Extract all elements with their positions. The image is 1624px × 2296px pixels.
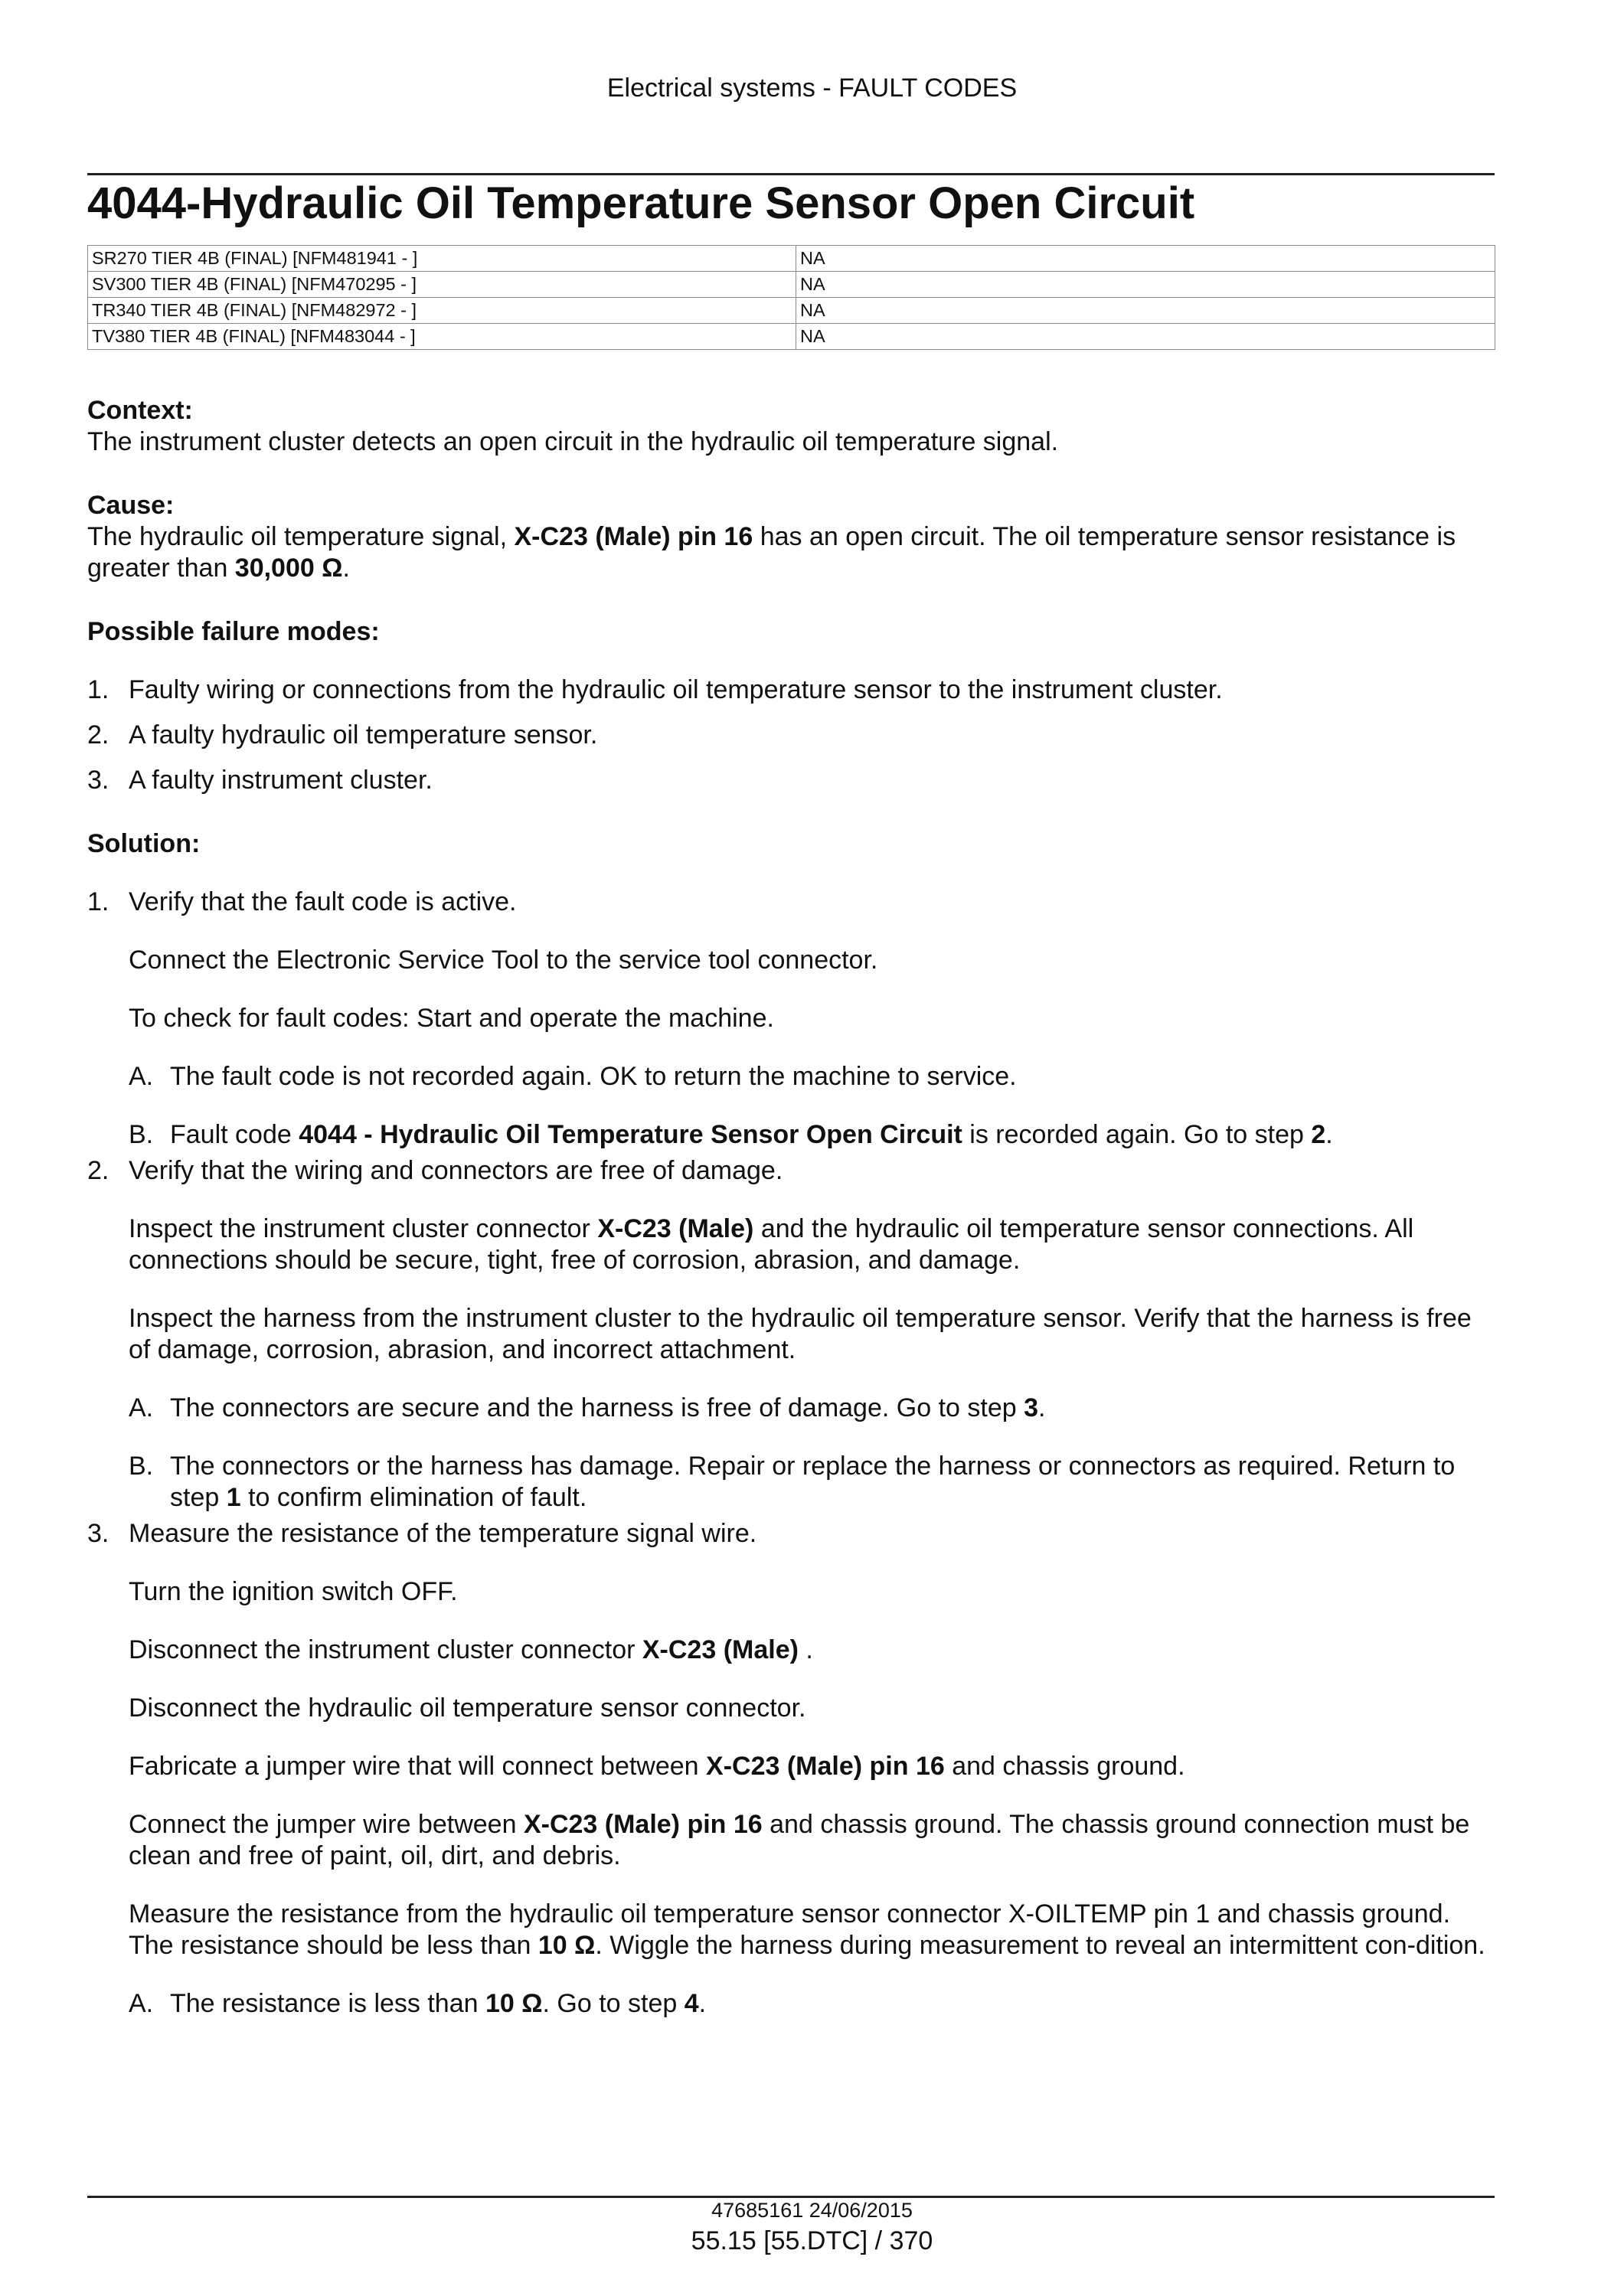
text-run: is recorded again. Go to step — [962, 1120, 1312, 1149]
step-ref: 4 — [684, 1989, 699, 2018]
step-text: Measure the resistance of the temperature signal wire. — [129, 1519, 757, 1548]
step-paragraph: Turn the ignition switch OFF. — [129, 1577, 458, 1606]
step-text: Verify that the fault code is active. — [129, 887, 517, 916]
resistance-value: 10 Ω — [485, 1989, 543, 2018]
step-paragraph: Connect the Electronic Service Tool to the service tool connector. — [129, 946, 878, 975]
text-run: . — [798, 1635, 813, 1664]
step-paragraph — [129, 1809, 1495, 1872]
step-ref: 3 — [1024, 1393, 1038, 1422]
text-run: The resistance is less than — [170, 1989, 485, 2018]
model-cell: TV380 TIER 4B (FINAL) [NFM483044 - ] — [88, 324, 796, 350]
value-cell: NA — [796, 272, 1495, 298]
text-run: and chassis ground. — [944, 1752, 1185, 1781]
option-letter: B. — [129, 1452, 154, 1481]
text-run: Fabricate a jumper wire that will connect between — [129, 1752, 707, 1781]
option-letter: A. — [129, 1393, 154, 1422]
page-title: 4044-Hydraulic Oil Temperature Sensor Open Circuit — [87, 178, 1195, 228]
option-text — [170, 1451, 1495, 1514]
connector-ref: X-C23 (Male) — [597, 1214, 754, 1243]
step-paragraph: To check for fault codes: Start and operate the machine. — [129, 1004, 774, 1033]
table-row — [88, 272, 1495, 298]
step-text: Verify that the wiring and connectors are free of damage. — [129, 1156, 783, 1185]
list-number: 2. — [87, 720, 109, 750]
text-run: Inspect the instrument cluster connector — [129, 1214, 598, 1243]
cause-text — [87, 521, 1495, 584]
step-option — [129, 1393, 1495, 1424]
step-paragraph — [129, 1899, 1495, 1961]
option-text — [170, 1393, 1495, 1424]
solution-heading: Solution: — [87, 829, 201, 858]
table-row — [88, 324, 1495, 350]
text-run: The connectors or the harness has damage. Repair or replace the harness or connectors as required. Return to step — [170, 1452, 1456, 1512]
text-run: Measure the resistance from the hydraulic oil temperature sensor connector X-OILTEMP pin 1 and chassis ground. The resistance should be less than — [129, 1899, 1451, 1960]
model-applicability-table — [87, 245, 1495, 350]
list-number: 3. — [87, 766, 109, 795]
text-run: Disconnect the instrument cluster connector — [129, 1635, 642, 1664]
step-option — [129, 1119, 1495, 1151]
connector-ref: X-C23 (Male) — [642, 1635, 799, 1664]
footer-page-number: 55.15 [55.DTC] / 370 — [691, 2226, 933, 2255]
option-letter: B. — [129, 1120, 154, 1149]
list-item — [87, 674, 1495, 706]
footer-document-id: 47685161 24/06/2015 — [711, 2199, 913, 2222]
model-cell: SR270 TIER 4B (FINAL) [NFM481941 - ] — [88, 246, 796, 272]
list-item — [87, 765, 1495, 796]
document-body — [87, 395, 1495, 2020]
step-number: 1. — [87, 887, 109, 916]
model-cell: SV300 TIER 4B (FINAL) [NFM470295 - ] — [88, 272, 796, 298]
list-text: A faulty hydraulic oil temperature sensor. — [129, 720, 598, 750]
model-cell: TR340 TIER 4B (FINAL) [NFM482972 - ] — [88, 298, 796, 324]
text-run: . — [342, 554, 350, 583]
solution-step-3 — [87, 1518, 1495, 1550]
failure-modes-heading: Possible failure modes: — [87, 617, 380, 646]
cause-heading: Cause: — [87, 491, 175, 520]
running-header: Electrical systems - FAULT CODES — [606, 73, 1018, 103]
context-text: The instrument cluster detects an open circuit in the hydraulic oil temperature signal. — [87, 427, 1059, 456]
step-paragraph — [129, 1213, 1495, 1276]
text-run: The connectors are secure and the harness is free of damage. Go to step — [170, 1393, 1024, 1422]
text-run: . — [1325, 1120, 1333, 1149]
table-row — [88, 246, 1495, 272]
connector-pin-ref: X-C23 (Male) pin 16 — [514, 522, 753, 551]
step-option — [129, 1061, 1495, 1092]
text-run: has an open circuit. The oil temperature sensor resistance is greater than — [87, 522, 1456, 583]
step-paragraph: Inspect the harness from the instrument cluster to the hydraulic oil temperature sensor. Verify that the harness is free of damage, corrosion, abrasion, and incorrect attachment. — [129, 1304, 1472, 1364]
text-run: . Wiggle the harness during measurement to reveal an intermittent con-dition. — [595, 1931, 1485, 1960]
text-run: to confirm elimination of fault. — [240, 1483, 587, 1512]
connector-pin-ref: X-C23 (Male) pin 16 — [706, 1752, 945, 1781]
option-text: The fault code is not recorded again. OK to return the machine to service. — [170, 1062, 1017, 1091]
value-cell: NA — [796, 246, 1495, 272]
text-run: and chassis ground. The chassis ground connection must be clean and free of paint, oil, dirt, and debris. — [129, 1810, 1470, 1870]
context-heading: Context: — [87, 396, 193, 425]
table-row — [88, 298, 1495, 324]
text-run: Fault code — [170, 1120, 299, 1149]
title-rule — [87, 173, 1495, 175]
step-paragraph: Disconnect the hydraulic oil temperature sensor connector. — [129, 1693, 806, 1723]
step-ref: 1 — [226, 1483, 241, 1512]
text-run: . — [1038, 1393, 1046, 1422]
list-number: 1. — [87, 675, 109, 704]
list-text: A faulty instrument cluster. — [129, 766, 433, 795]
step-paragraph — [129, 1751, 1495, 1782]
text-run: . Go to step — [542, 1989, 685, 2018]
footer-rule — [87, 2196, 1495, 2198]
fault-code-ref: 4044 - Hydraulic Oil Temperature Sensor Open Circuit — [299, 1120, 962, 1149]
resistance-value: 30,000 Ω — [234, 554, 343, 583]
option-letter: A. — [129, 1062, 154, 1091]
text-run: Connect the jumper wire between — [129, 1810, 524, 1839]
step-ref: 2 — [1311, 1120, 1326, 1149]
step-option — [129, 1451, 1495, 1514]
text-run: The hydraulic oil temperature signal, — [87, 522, 515, 551]
solution-step-1 — [87, 887, 1495, 918]
value-cell: NA — [796, 298, 1495, 324]
step-number: 3. — [87, 1519, 109, 1548]
text-run: . — [698, 1989, 707, 2018]
step-number: 2. — [87, 1156, 109, 1185]
option-text — [170, 1119, 1495, 1151]
option-text — [170, 1988, 1495, 2020]
step-option — [129, 1988, 1495, 2020]
connector-pin-ref: X-C23 (Male) pin 16 — [523, 1810, 763, 1839]
step-paragraph — [129, 1635, 1495, 1666]
list-item — [87, 720, 1495, 751]
list-text: Faulty wiring or connections from the hydraulic oil temperature sensor to the instrument cluster. — [129, 675, 1223, 704]
option-letter: A. — [129, 1989, 154, 2018]
resistance-value: 10 Ω — [538, 1931, 596, 1960]
value-cell: NA — [796, 324, 1495, 350]
text-run: and the hydraulic oil temperature sensor connections. All connections should be secure, tight, free of corrosion, abrasion, and damage. — [129, 1214, 1414, 1275]
solution-step-2 — [87, 1155, 1495, 1187]
